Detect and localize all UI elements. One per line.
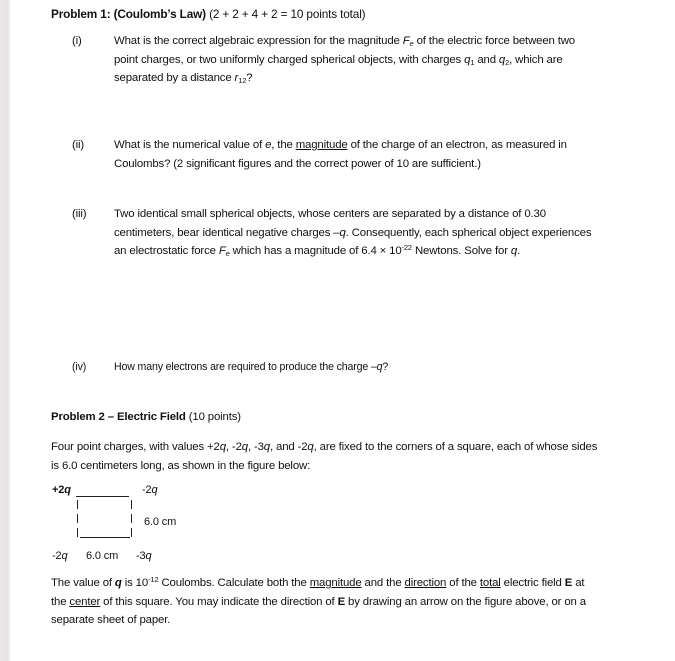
text-run: by drawing an arrow on the figure above, or on a bbox=[345, 595, 586, 608]
text-run: which has a magnitude of 6.4 × 10 bbox=[229, 245, 402, 257]
square-left-edge-segment bbox=[77, 528, 78, 537]
text-run: electric field bbox=[500, 577, 565, 589]
var-F: F bbox=[402, 35, 410, 47]
subscript-1: 1 bbox=[470, 57, 475, 67]
text-line bbox=[51, 611, 586, 630]
var-e: e bbox=[265, 139, 272, 151]
text-run: Newtons. Solve for bbox=[411, 245, 511, 257]
square-right-edge-segment bbox=[131, 500, 132, 509]
text-run: , -3 bbox=[247, 441, 264, 453]
underlined-total: total bbox=[479, 577, 501, 589]
text-line bbox=[51, 457, 597, 476]
subscript-e: e bbox=[409, 39, 414, 48]
underlined-direction: direction bbox=[404, 577, 447, 589]
problem1-title-bold: Problem 1: (Coulomb’s Law) bbox=[51, 7, 206, 21]
charge-bottom-right bbox=[136, 550, 151, 562]
charge-value: -2 bbox=[142, 484, 152, 496]
text-run: of this square. You may indicate the direction of bbox=[100, 595, 338, 608]
var-q: q bbox=[219, 441, 226, 453]
problem1-title-points: (2 + 2 + 4 + 2 = 10 points total) bbox=[205, 7, 366, 21]
text-run: The value of bbox=[51, 577, 115, 589]
var-q: q bbox=[307, 441, 314, 453]
charge-square-figure bbox=[40, 480, 300, 570]
text-run: and bbox=[474, 53, 499, 66]
text-run: is 10 bbox=[121, 577, 149, 589]
charge-bottom-left bbox=[52, 550, 67, 562]
item-label: (i) bbox=[72, 35, 82, 47]
text-line bbox=[114, 155, 674, 174]
problem2-title-bold: Problem 2 – Electric Field bbox=[51, 411, 186, 423]
var-q: q bbox=[339, 226, 346, 239]
text-line bbox=[114, 69, 674, 88]
text-run: is 6.0 centimeters long, as shown in the figure below: bbox=[51, 459, 311, 472]
page-edge-strip bbox=[0, 0, 10, 661]
underlined-magnitude: magnitude bbox=[309, 577, 362, 589]
problem2-title bbox=[51, 408, 241, 427]
text-run: , -2 bbox=[225, 441, 242, 453]
text-run: . bbox=[517, 245, 521, 257]
var-E: E bbox=[564, 577, 573, 589]
exponent: -22 bbox=[401, 243, 412, 252]
var-q: q bbox=[61, 550, 68, 562]
item-text bbox=[114, 136, 674, 173]
problem2-intro bbox=[51, 438, 597, 475]
text-line bbox=[114, 224, 674, 243]
item-text bbox=[114, 32, 674, 88]
text-run: How many electrons are required to produce the charge – bbox=[114, 361, 377, 373]
square-left-edge-segment bbox=[77, 500, 78, 509]
var-q: q bbox=[498, 53, 506, 66]
var-q: q bbox=[510, 245, 518, 257]
text-run: , which are bbox=[509, 53, 563, 66]
text-line bbox=[114, 51, 674, 70]
text-line bbox=[51, 438, 597, 457]
item-text bbox=[114, 358, 674, 377]
text-run: , the bbox=[271, 139, 296, 151]
subscript-e: e bbox=[225, 249, 230, 258]
text-line bbox=[114, 242, 674, 261]
text-line bbox=[114, 205, 674, 224]
problem1-title bbox=[51, 5, 365, 24]
text-line bbox=[114, 358, 674, 377]
text-run: What is the correct algebraic expression for the magnitude bbox=[114, 35, 403, 47]
text-run: ? bbox=[382, 361, 389, 373]
var-q: q bbox=[376, 361, 383, 373]
var-q: q bbox=[151, 484, 158, 496]
var-r: r bbox=[234, 72, 239, 84]
text-run: the bbox=[51, 595, 70, 608]
square-left-edge-segment bbox=[77, 514, 78, 523]
text-line bbox=[114, 136, 674, 155]
text-run: Four point charges, with values +2 bbox=[51, 441, 220, 453]
square-right-edge-segment bbox=[131, 514, 132, 523]
subscript-12: 12 bbox=[238, 76, 247, 85]
text-run: of the bbox=[446, 577, 480, 589]
text-run: , and -2 bbox=[269, 441, 308, 453]
var-q: q bbox=[145, 550, 152, 562]
var-q: q bbox=[64, 484, 71, 496]
charge-top-right bbox=[142, 484, 157, 496]
var-q: q bbox=[464, 53, 471, 66]
text-run: and the bbox=[361, 577, 405, 589]
var-E: E bbox=[337, 595, 346, 608]
item-label: (ii) bbox=[72, 139, 85, 151]
square-top-edge bbox=[76, 496, 129, 497]
text-run: centimeters, bear identical negative charges – bbox=[114, 226, 340, 239]
charge-value: -2 bbox=[52, 550, 62, 562]
text-run: at bbox=[572, 577, 585, 589]
text-run: of the electric force between two bbox=[413, 35, 575, 47]
bottom-length-label: 6.0 cm bbox=[86, 550, 119, 562]
var-q: q bbox=[263, 441, 270, 453]
text-line bbox=[114, 32, 674, 51]
text-line bbox=[51, 574, 586, 593]
underlined-magnitude: magnitude bbox=[295, 139, 348, 151]
exponent: -12 bbox=[148, 575, 159, 584]
square-bottom-edge bbox=[80, 537, 130, 538]
item-text bbox=[114, 205, 674, 261]
item-label: (iii) bbox=[72, 208, 87, 220]
text-line bbox=[51, 593, 586, 612]
problem2-title-points: (10 points) bbox=[185, 411, 241, 423]
charge-value: -3 bbox=[136, 550, 146, 562]
text-run: Two identical small spherical objects, whose centers are separated by a distance of 0.30 bbox=[114, 208, 546, 220]
text-run: ? bbox=[246, 72, 253, 84]
charge-value: +2 bbox=[52, 484, 65, 496]
subscript-2: 2 bbox=[505, 57, 510, 67]
side-length-label: 6.0 cm bbox=[144, 516, 177, 528]
square-right-edge-segment bbox=[131, 528, 132, 537]
problem2-question bbox=[51, 574, 586, 630]
item-label: (iv) bbox=[72, 361, 87, 373]
var-F: F bbox=[218, 245, 226, 257]
text-run: Coulombs. Calculate both the bbox=[158, 577, 310, 589]
text-run: separate sheet of paper. bbox=[51, 614, 171, 626]
text-run: point charges, or two uniformly charged spherical objects, with charges bbox=[114, 53, 465, 66]
text-run: , are fixed to the corners of a square, each of whose sides bbox=[313, 441, 598, 453]
text-run: What is the numerical value of bbox=[114, 139, 266, 151]
text-run: . Consequently, each spherical object experiences bbox=[345, 226, 592, 239]
charge-top-left bbox=[52, 484, 71, 496]
var-q: q bbox=[241, 441, 248, 453]
text-run: of the charge of an electron, as measured in bbox=[347, 139, 567, 151]
text-run: an electrostatic force bbox=[114, 245, 219, 257]
underlined-center: center bbox=[69, 595, 101, 608]
text-run: Coulombs? (2 significant figures and the correct power of 10 are sufficient.) bbox=[114, 157, 481, 170]
var-q: q bbox=[114, 577, 122, 589]
text-run: separated by a distance bbox=[114, 72, 235, 84]
